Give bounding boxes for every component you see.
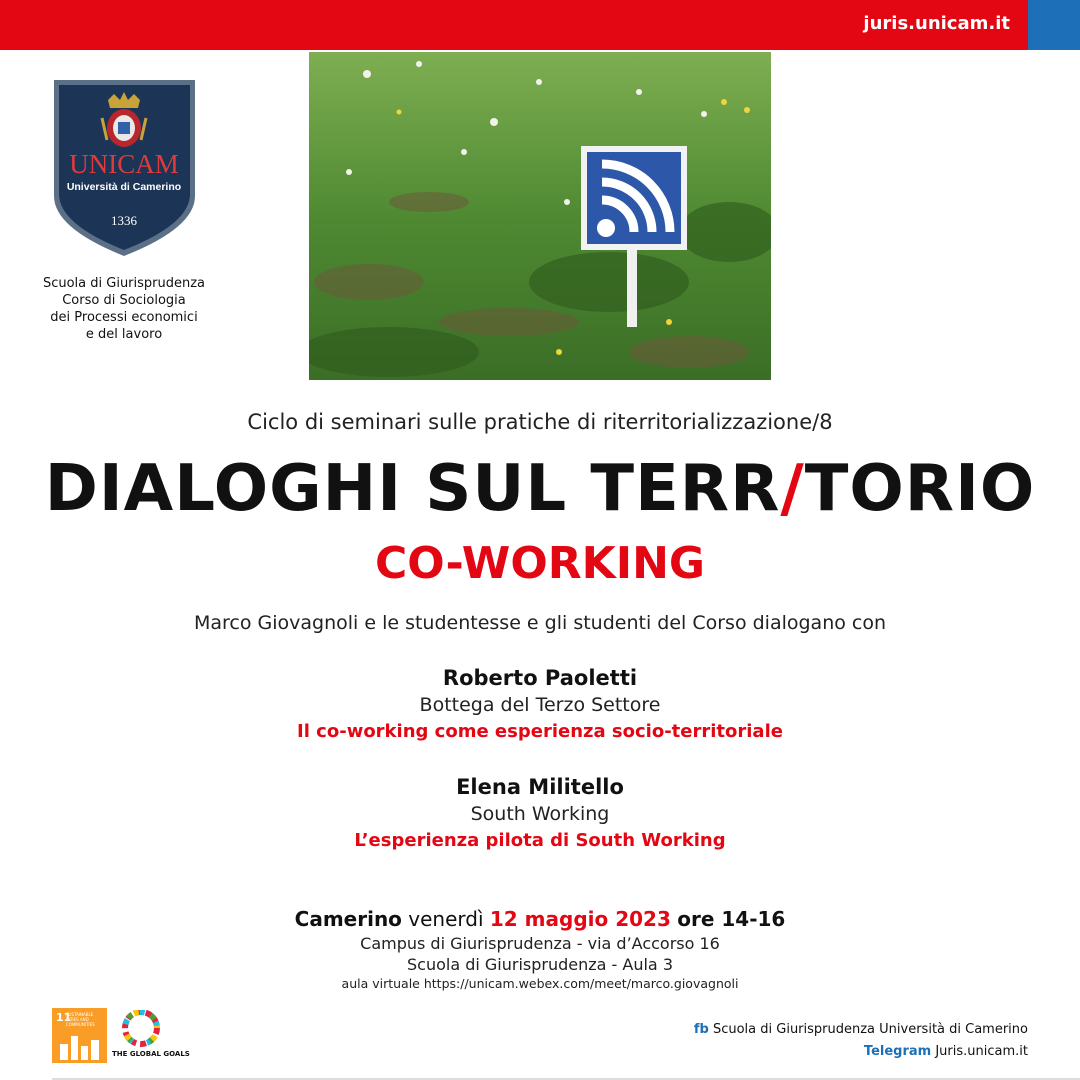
event-topic: CO-WORKING <box>374 538 706 589</box>
logo-year: 1336 <box>111 213 137 228</box>
event-room: Scuola di Giurisprudenza - Aula 3 <box>406 955 673 974</box>
school-name: Scuola di Giurisprudenza Corso di Sociologia dei Processi economici e del lavoro <box>42 276 206 342</box>
event-address: Campus di Giurisprudenza - via d’Accorso 16 <box>360 934 720 953</box>
speaker-talk: L’esperienza pilota di South Working <box>354 830 726 851</box>
event-intro: Marco Giovagnoli e le studentesse e gli studenti del Corso dialogano con <box>193 612 887 634</box>
unicam-logo <box>52 78 197 258</box>
top-bar <box>0 0 1028 50</box>
event-when: Camerino venerdì 12 maggio 2023 ore 14-16 <box>294 907 786 931</box>
event-photo <box>309 52 771 380</box>
logo-name: UNICAM <box>69 149 179 179</box>
event-title: DIALOGHI SUL TERR/TORIO <box>44 452 1036 526</box>
logo-university: Università di Camerino <box>66 181 182 193</box>
telegram-link[interactable]: Telegram Juris.unicam.it <box>863 1044 1028 1059</box>
website-url[interactable]: juris.unicam.it <box>863 13 1010 34</box>
global-goals-wheel-icon <box>112 1010 170 1050</box>
virtual-room-link[interactable]: aula virtuale https://unicam.webex.com/meet/marco.giovagnoli <box>341 976 739 991</box>
rss-sign-icon <box>581 146 687 250</box>
speaker-name: Roberto Paoletti <box>442 666 638 690</box>
speaker-name: Elena Militello <box>456 775 624 799</box>
facebook-link[interactable]: fb Scuola di Giurisprudenza Università di Camerino <box>693 1022 1028 1037</box>
global-goals-logo: THE GLOBAL GOALS <box>112 1010 170 1068</box>
speaker-org: Bottega del Terzo Settore <box>419 694 661 716</box>
sdg-11-badge: 11 SUSTAINABLE CITIES AND COMMUNITIES <box>52 1008 107 1063</box>
speaker-talk: Il co-working come esperienza socio-territoriale <box>297 721 783 742</box>
top-bar-blue-block <box>1028 0 1080 50</box>
speaker-org: South Working <box>470 803 610 825</box>
seminar-series: Ciclo di seminari sulle pratiche di riterritorializzazione/8 <box>247 410 833 434</box>
city-icon <box>58 1032 102 1060</box>
sign-post <box>627 247 637 327</box>
